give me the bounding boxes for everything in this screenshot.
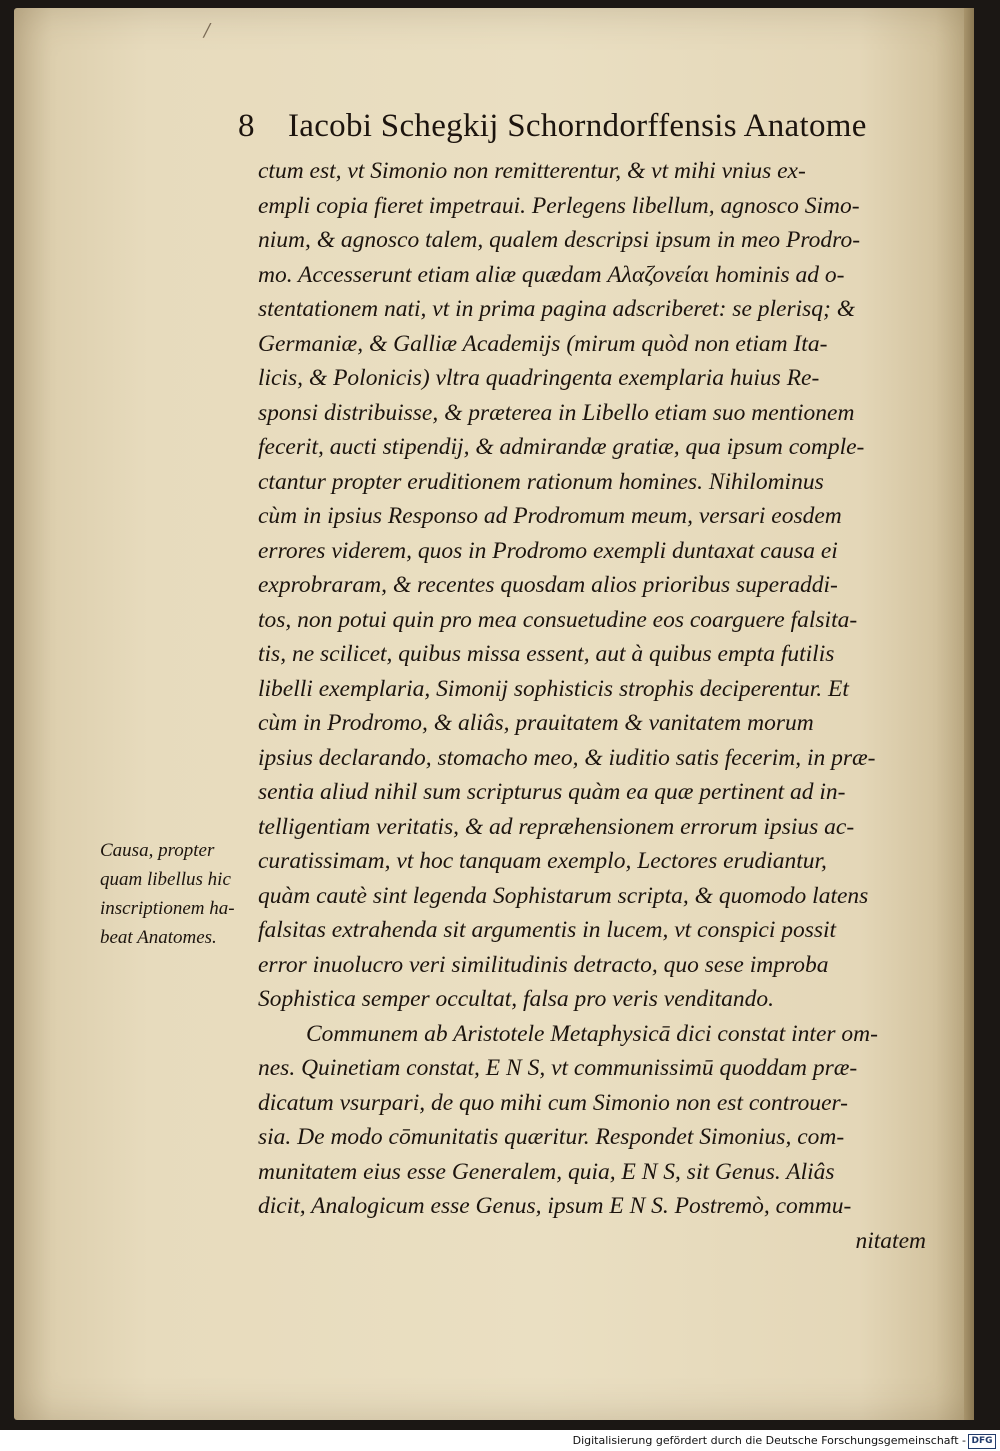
text-line: sponsi distribuisse, & præterea in Libello etiam suo mentionem	[258, 399, 855, 426]
text-line: Germaniæ, & Galliæ Academijs (mirum quòd non etiam Ita-	[258, 330, 828, 357]
dfg-logo: DFG	[968, 1434, 996, 1449]
text-line: dicit, Analogicum esse Genus, ipsum E N S. Postremò, commu-	[258, 1193, 852, 1219]
funding-notice: Digitalisierung gefördert durch die Deutsche Forschungsgemeinschaft -	[572, 1434, 966, 1447]
pencil-mark: /	[204, 20, 211, 41]
text-line: exprobraram, & recentes quosdam alios prioribus superaddi-	[258, 572, 838, 598]
text-line: stentationem nati, vt in prima pagina adscriberet: se plerisq; &	[258, 296, 856, 322]
text-line: ctantur propter eruditionem rationum homines. Nihilominus	[258, 468, 824, 495]
catchword: nitatem	[855, 1227, 926, 1254]
margin-note-line: quam libellus hic	[100, 869, 231, 890]
page-edge	[964, 8, 974, 1420]
text-line: nium, & agnosco talem, qualem descripsi ipsum in meo Prodro-	[258, 227, 861, 253]
text-line: empli copia fieret impetraui. Perlegens libellum, agnosco Simo-	[258, 192, 860, 219]
text-line: dicatum vsurpari, de quo mihi cum Simonio non est controuer-	[258, 1089, 849, 1116]
text-line: curatissimam, vt hoc tanquam exemplo, Lectores erudiantur,	[258, 848, 827, 874]
text-line: ipsius declarando, stomacho meo, & iuditio satis fecerim, in præ-	[258, 744, 876, 771]
text-line: munitatem eius esse Generalem, quia, E N S, sit Genus. Aliâs	[258, 1158, 835, 1185]
text-line: errores viderem, quos in Prodromo exempli duntaxat causa ei	[258, 537, 838, 564]
running-header	[238, 108, 938, 145]
text-line: telligentiam veritatis, & ad repræhensionem errorum ipsius ac-	[258, 813, 855, 840]
text-line: error inuolucro veri similitudinis detracto, quo sese improba	[258, 951, 829, 978]
margin-note-line: inscriptionem ha-	[100, 898, 235, 919]
margin-note-line: Causa, propter	[100, 840, 215, 861]
text-line: falsitas extrahenda sit argumentis in lucem, vt conspici possit	[258, 917, 837, 943]
text-line-paragraph-start: Communem ab Aristotele Metaphysicā dici constat inter om-	[306, 1020, 878, 1047]
page-number: 8	[238, 108, 255, 144]
text-line: mo. Accesserunt etiam aliæ quædam Αλαζονείαι hominis ad o-	[258, 261, 845, 288]
text-line: nes. Quinetiam constat, E N S, vt communissimū quoddam præ-	[258, 1055, 858, 1081]
body-text	[258, 154, 926, 1258]
text-line: cùm in ipsius Responso ad Prodromum meum, versari eosdem	[258, 503, 842, 529]
text-line: licis, & Polonicis) vltra quadringenta exemplaria huius Re-	[258, 365, 820, 391]
text-line: quàm cautè sint legenda Sophistarum scripta, & quomodo latens	[258, 882, 869, 909]
text-line: tos, non potui quin pro mea consuetudine eos coarguere falsita-	[258, 606, 858, 633]
text-line: Sophistica semper occultat, falsa pro veris venditando.	[258, 986, 775, 1012]
text-line: libelli exemplaria, Simonij sophisticis strophis deciperentur. Et	[258, 675, 849, 702]
margin-note-line: beat Anatomes.	[100, 927, 217, 948]
text-line: tis, ne scilicet, quibus missa essent, aut à quibus empta futilis	[258, 641, 835, 667]
margin-note	[100, 836, 265, 952]
running-title: Iacobi Schegkij Schorndorffensis Anatome	[288, 108, 867, 144]
text-line: sentia aliud nihil sum scripturus quàm ea quæ pertinent ad in-	[258, 779, 846, 805]
text-line: cùm in Prodromo, & aliâs, prauitatem & vanitatem morum	[258, 710, 814, 736]
footer-bar	[0, 1430, 1000, 1451]
text-line: sia. De modo cōmunitatis quæritur. Respondet Simonius, com-	[258, 1124, 845, 1150]
text-line: fecerit, aucti stipendij, & admirandæ gratiæ, qua ipsum comple-	[258, 434, 865, 460]
text-line: ctum est, vt Simonio non remitterentur, & vt mihi vnius ex-	[258, 158, 806, 184]
